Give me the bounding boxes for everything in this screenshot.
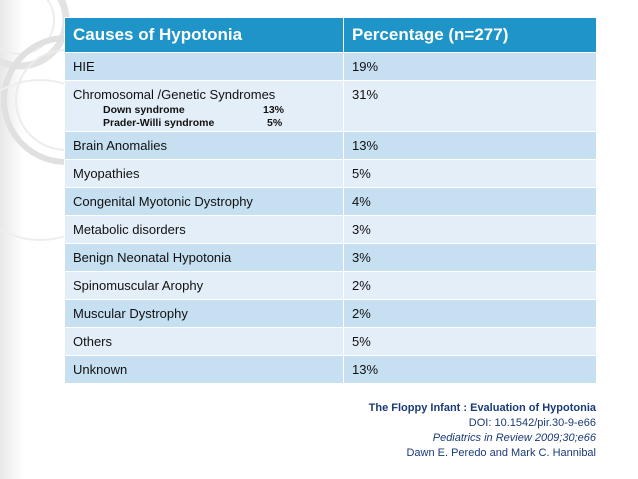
cause-cell: Muscular Dystrophy xyxy=(65,300,344,328)
citation-title: The Floppy Infant : Evaluation of Hypotonia xyxy=(368,402,596,414)
ring-top xyxy=(0,0,66,66)
table-row xyxy=(65,53,597,81)
cause-cell: Brain Anomalies xyxy=(65,132,344,160)
cause-cell: Congenital Myotonic Dystrophy xyxy=(65,188,344,216)
header-causes: Causes of Hypotonia xyxy=(65,18,344,53)
table-row xyxy=(65,216,597,244)
percentage-cell: 5% xyxy=(344,328,597,356)
cause-cell: Metabolic disorders xyxy=(65,216,344,244)
sub-name: Down syndrome xyxy=(103,104,185,116)
percentage-cell: 2% xyxy=(344,272,597,300)
ring-top-inner xyxy=(0,0,54,54)
cause-cell xyxy=(65,81,344,132)
table-row xyxy=(65,81,597,132)
percentage-cell: 31% xyxy=(344,81,597,132)
percentage-cell: 13% xyxy=(344,132,597,160)
percentage-cell: 4% xyxy=(344,188,597,216)
citation-block xyxy=(276,401,596,461)
sub-value: 5% xyxy=(267,117,283,129)
sub-value: 13% xyxy=(263,104,285,116)
cause-cell: HIE xyxy=(65,53,344,81)
table-row xyxy=(65,132,597,160)
header-percentage: Percentage (n=277) xyxy=(344,18,597,53)
cause-cell: Myopathies xyxy=(65,160,344,188)
percentage-cell: 19% xyxy=(344,53,597,81)
percentage-cell: 3% xyxy=(344,244,597,272)
table-row xyxy=(65,244,597,272)
hypotonia-causes-table xyxy=(64,17,597,384)
table-row xyxy=(65,188,597,216)
table-header-row xyxy=(65,18,597,53)
citation-doi: DOI: 10.1542/pir.30-9-e66 xyxy=(468,417,596,429)
percentage-cell: 3% xyxy=(344,216,597,244)
table-row xyxy=(65,328,597,356)
cause-label: Chromosomal /Genetic Syndromes xyxy=(73,87,276,102)
percentage-cell: 2% xyxy=(344,300,597,328)
sub-name: Prader-Willi syndrome xyxy=(103,117,215,129)
cause-cell: Others xyxy=(65,328,344,356)
sub-row xyxy=(103,117,335,130)
table-row xyxy=(65,160,597,188)
cause-cell: Spinomuscular Arophy xyxy=(65,272,344,300)
percentage-cell: 5% xyxy=(344,160,597,188)
citation-authors: Dawn E. Peredo and Mark C. Hannibal xyxy=(406,447,596,459)
cause-cell: Benign Neonatal Hypotonia xyxy=(65,244,344,272)
table-row xyxy=(65,300,597,328)
citation-journal: Pediatrics in Review 2009;30;e66 xyxy=(432,432,596,444)
table-row xyxy=(65,356,597,384)
left-edge-shade xyxy=(0,0,24,479)
sub-row xyxy=(103,104,335,117)
percentage-cell: 13% xyxy=(344,356,597,384)
table-row xyxy=(65,272,597,300)
syndrome-breakdown xyxy=(103,104,335,130)
cause-cell: Unknown xyxy=(65,356,344,384)
